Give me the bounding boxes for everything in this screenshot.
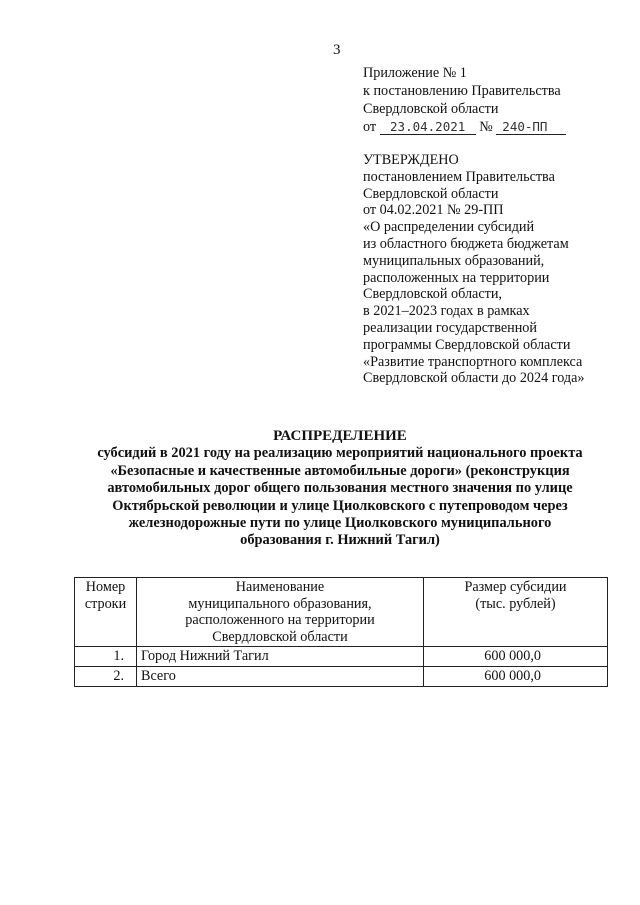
table-header-row	[75, 578, 608, 647]
approval-line: Свердловской области	[363, 185, 499, 202]
appendix-date-line	[363, 118, 633, 136]
page-number: 3	[333, 42, 341, 58]
from-label: от	[363, 119, 377, 135]
heading-line: образования г. Нижний Тагил)	[240, 532, 440, 549]
approval-line: Свердловской области,	[363, 286, 502, 303]
approval-line: расположенных на территории	[363, 269, 550, 286]
decree-date-field: 23.04.2021	[380, 120, 476, 135]
approval-line: «Развитие транспортного комплекса	[363, 353, 583, 370]
approval-line: Свердловской области до 2024 года»	[363, 370, 585, 387]
row-number: 2.	[75, 666, 137, 686]
subsidy-table	[74, 577, 608, 687]
row-municipality: Город Нижний Тагил	[137, 647, 424, 667]
header-municipality: Наименование муниципального образования, расположенного на территории Свердловской области	[137, 578, 424, 647]
row-amount: 600 000,0	[424, 666, 608, 686]
heading-line: Октябрьской революции и улице Циолковского с путепроводом через	[112, 497, 568, 514]
table-row	[75, 666, 608, 686]
approval-line: в 2021–2023 годах в рамках	[363, 303, 530, 320]
approval-line: реализации государственной	[363, 319, 537, 336]
header-row-number: Номер строки	[75, 578, 137, 647]
number-label: №	[479, 119, 493, 135]
heading-line: железнодорожные пути по улице Циолковского муниципального	[128, 515, 552, 532]
approval-line: УТВЕРЖДЕНО	[363, 152, 459, 168]
approval-line: «О распределении субсидий	[363, 219, 535, 236]
heading-line: автомобильных дорог общего пользования местного значения по улице	[107, 480, 573, 497]
appendix-block	[363, 64, 633, 136]
approval-line: муниципальных образований,	[363, 252, 545, 269]
decree-number-field: 240-ПП	[496, 120, 566, 135]
approval-line: от 04.02.2021 № 29-ПП	[363, 202, 504, 219]
approval-line: постановлением Правительства	[363, 168, 555, 185]
approval-line: из областного бюджета бюджетам	[363, 235, 569, 252]
appendix-line: к постановлению Правительства	[363, 83, 561, 99]
heading-line: субсидий в 2021 году на реализацию мероприятий национального проекта	[97, 445, 583, 462]
row-amount: 600 000,0	[424, 647, 608, 667]
appendix-line: Свердловской области	[363, 101, 499, 117]
approval-line: программы Свердловской области	[363, 336, 571, 353]
row-number: 1.	[75, 647, 137, 667]
heading-line: «Безопасные и качественные автомобильные дороги» (реконструкция	[110, 462, 570, 479]
heading-title: РАСПРЕДЕЛЕНИЕ	[273, 428, 407, 444]
table-row	[75, 647, 608, 667]
header-subsidy-amount: Размер субсидии (тыс. рублей)	[424, 578, 608, 647]
appendix-title: Приложение № 1	[363, 65, 467, 81]
row-municipality: Всего	[137, 666, 424, 686]
approval-block	[363, 152, 633, 387]
distribution-heading	[40, 428, 640, 550]
